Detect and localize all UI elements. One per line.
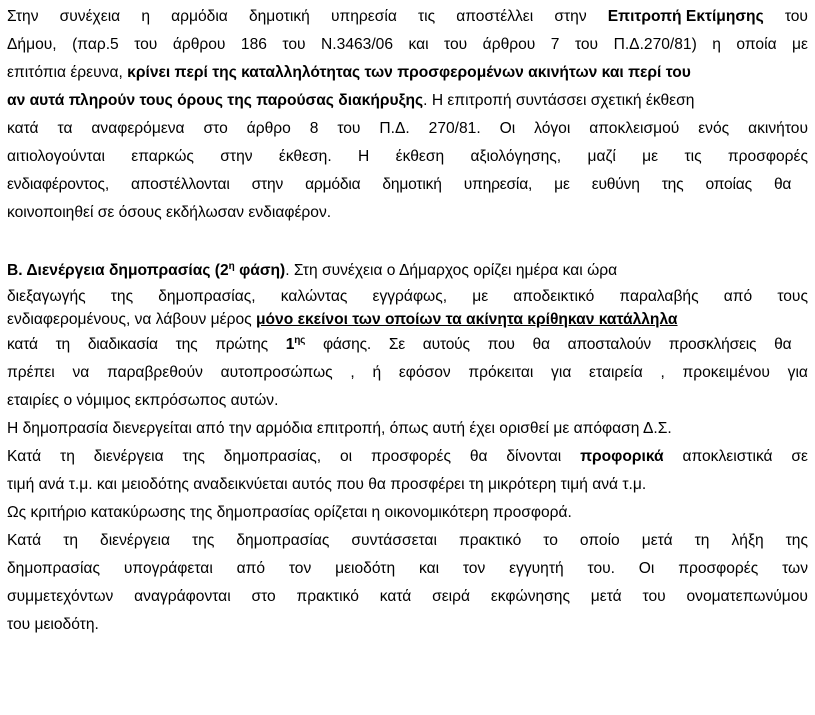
paragraph-spacer: [7, 227, 808, 257]
text-line: κατά τη διαδικασία της πρώτης $1^{\eta\varsigma}$ φάσης. Σε αυτούς που θα αποσταλούν προσκλήσεις θα: [7, 335, 792, 353]
text-line: συμμετεχόντων αναγράφονται στο πρακτικό κατά σειρά εκφώνησης μετά του ονοματεπωνύμου: [7, 588, 808, 605]
section-heading: Β. Διενέργεια δημοπρασίας ($2^\eta$ φάση): [7, 261, 286, 279]
text-line: αιτιολογούνται επαρκώς στην έκθεση. Η έκθεση αξιολόγησης, μαζί με τις προσφορές: [7, 148, 808, 165]
paragraph-auction-phase: [7, 257, 808, 639]
bold-word: προφορικά: [580, 448, 664, 465]
text-line: δημοπρασίας υπογράφεται από τον μειοδότη και τον εγγυητή του. Οι προσφορές των: [7, 560, 808, 577]
text-line: Η δημοπρασία διενεργείται από την αρμόδια επιτροπή, όπως αυτή έχει ορισθεί με απόφαση Δ.Σ.: [7, 420, 672, 437]
text-line: του μειοδότη.: [7, 616, 99, 633]
text-line: Κατά τη διενέργεια της δημοπρασίας, οι προσφορές θα δίνονται προφορικά αποκλειστικά σε: [7, 448, 808, 465]
section-heading-line: Β. Διενέργεια δημοπρασίας ($2^\eta$ φάση). Στη συνέχεια ο Δήμαρχος ορίζει ημέρα και ώρα: [7, 261, 618, 279]
text-line: Ως κριτήριο κατακύρωσης της δημοπρασίας ορίζεται η οικονομικότερη προσφορά.: [7, 504, 572, 521]
paragraph-evaluation-committee: [7, 3, 808, 227]
underlined-bold-phrase: μόνο εκείνοι των οποίων τα ακίνητα κρίθηκαν κατάλληλα: [255, 311, 678, 328]
text-line: Κατά τη διενέργεια της δημοπρασίας συντάσσεται πρακτικό το οποίο μετά τη λήξη της: [7, 532, 808, 549]
text-line: διεξαγωγής της δημοπρασίας, καλώντας εγγράφως, με αποδεικτικό παραλαβής από τους: [7, 288, 808, 305]
text-line: ενδιαφερομένους, να λάβουν μέρος μόνο εκείνοι των οποίων τα ακίνητα κρίθηκαν κατάλληλα: [7, 311, 678, 328]
text-line: Δήμου, (παρ.5 του άρθρου 186 του Ν.3463/06 και του άρθρου 7 του Π.Δ.270/81) η οποία με: [7, 36, 808, 53]
text-line: Στην συνέχεια η αρμόδια δημοτική υπηρεσία τις αποστέλλει στην Επιτροπή Εκτίμησης του: [7, 3, 808, 31]
text-line: αν αυτά πληρούν τους όρους της παρούσας διακήρυξης. Η επιτροπή συντάσσει σχετική έκθεση: [7, 92, 695, 109]
bold-committee-name: Επιτροπή Εκτίμησης: [607, 8, 764, 25]
text-line: ενδιαφέροντος, αποστέλλονται στην αρμόδια δημοτική υπηρεσία, με ευθύνη της οποίας θα: [7, 176, 792, 193]
text-line: κοινοποιηθεί σε όσους εκδήλωσαν ενδιαφέρον.: [7, 204, 332, 221]
text-line: επιτόπια έρευνα, κρίνει περί της καταλληλότητας των προσφερομένων ακινήτων και περί του: [7, 64, 691, 81]
bold-phrase: αν αυτά πληρούν τους όρους της παρούσας διακήρυξης: [7, 92, 424, 109]
text-line: τιμή ανά τ.μ. και μειοδότης αναδεικνύεται αυτός που θα προσφέρει τη μικρότερη τιμή ανά τ.μ.: [7, 476, 647, 493]
text-line: εταιρίες ο νόμιμος εκπρόσωπος αυτών.: [7, 392, 279, 409]
bold-phrase: κρίνει περί της καταλληλότητας των προσφερομένων ακινήτων και περί του: [127, 64, 691, 81]
text-line: πρέπει να παραβρεθούν αυτοπροσώπως , ή εφόσον πρόκειται για εταιρεία , προκειμένου για: [7, 364, 808, 381]
text-line: κατά τα αναφερόμενα στο άρθρο 8 του Π.Δ. 270/81. Οι λόγοι αποκλεισμού ενός ακινήτου: [7, 120, 808, 137]
